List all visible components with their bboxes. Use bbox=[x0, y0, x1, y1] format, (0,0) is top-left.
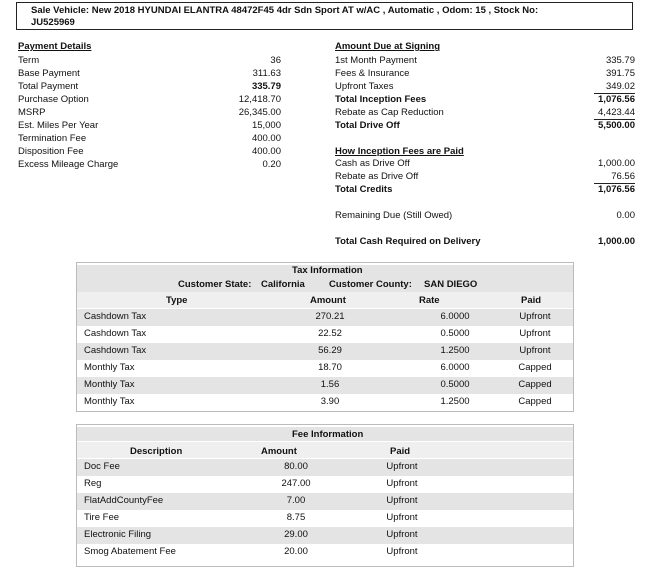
amount-due-title: Amount Due at Signing bbox=[335, 41, 441, 52]
tax-type: Monthly Tax bbox=[84, 379, 135, 390]
payment-label: Base Payment bbox=[18, 68, 80, 79]
inception-label: Cash as Drive Off bbox=[335, 158, 410, 169]
inception-paid-title: How Inception Fees are Paid bbox=[335, 146, 464, 157]
amount-due-label: Upfront Taxes bbox=[335, 81, 394, 92]
payment-value: 15,000 bbox=[251, 120, 281, 131]
tax-type: Monthly Tax bbox=[84, 396, 135, 407]
tax-header-amount: Amount bbox=[310, 295, 346, 306]
payment-label: Purchase Option bbox=[18, 94, 89, 105]
payment-value: 26,345.00 bbox=[238, 107, 281, 118]
tax-amount: 1.56 bbox=[320, 379, 340, 390]
fee-paid: Upfront bbox=[386, 461, 418, 472]
fee-paid: Upfront bbox=[386, 495, 418, 506]
amount-due-value: 349.02 bbox=[605, 81, 635, 92]
amount-due-label: Rebate as Cap Reduction bbox=[335, 107, 444, 118]
amount-due-value: 1,076.56 bbox=[598, 94, 635, 105]
fee-description: Electronic Filing bbox=[84, 529, 152, 540]
fee-amount: 29.00 bbox=[284, 529, 308, 540]
inception-label: Total Credits bbox=[335, 184, 393, 195]
amount-due-label: 1st Month Payment bbox=[335, 55, 417, 66]
tax-type: Cashdown Tax bbox=[84, 345, 147, 356]
tax-customer-band bbox=[77, 277, 573, 292]
cash-required-label: Total Cash Required on Delivery bbox=[335, 236, 481, 247]
payment-label: Term bbox=[18, 55, 40, 66]
fee-description: Smog Abatement Fee bbox=[84, 546, 176, 557]
payment-label: MSRP bbox=[18, 107, 46, 118]
fee-header-description: Description bbox=[130, 446, 183, 457]
fee-header-paid: Paid bbox=[390, 446, 411, 457]
customer-county-label: Customer County: bbox=[329, 279, 412, 290]
payment-value: 400.00 bbox=[251, 133, 281, 144]
payment-label: Disposition Fee bbox=[18, 146, 84, 157]
amount-due-value: 4,423.44 bbox=[598, 107, 635, 118]
fee-paid: Upfront bbox=[386, 512, 418, 523]
payment-label: Excess Mileage Charge bbox=[18, 159, 119, 170]
fee-amount: 8.75 bbox=[286, 512, 306, 523]
tax-type: Cashdown Tax bbox=[84, 328, 147, 339]
payment-label: Est. Miles Per Year bbox=[18, 120, 99, 131]
tax-rate: 1.2500 bbox=[440, 396, 470, 407]
tax-type: Monthly Tax bbox=[84, 362, 135, 373]
fee-paid: Upfront bbox=[386, 529, 418, 540]
tax-type: Cashdown Tax bbox=[84, 311, 147, 322]
tax-paid: Capped bbox=[518, 379, 552, 390]
customer-county-value: SAN DIEGO bbox=[424, 279, 478, 290]
tax-paid: Capped bbox=[518, 362, 552, 373]
inception-label: Rebate as Drive Off bbox=[335, 171, 419, 182]
tax-table-title: Tax Information bbox=[292, 265, 363, 276]
fee-amount: 247.00 bbox=[281, 478, 311, 489]
tax-rate: 0.5000 bbox=[440, 379, 470, 390]
payment-details-title: Payment Details bbox=[18, 41, 92, 52]
inception-value: 1,000.00 bbox=[598, 158, 635, 169]
vehicle-stock-number: JU525969 bbox=[31, 17, 75, 28]
payment-value: 36 bbox=[270, 55, 281, 66]
payment-value: 400.00 bbox=[251, 146, 281, 157]
fee-paid: Upfront bbox=[386, 546, 418, 557]
amount-due-value: 335.79 bbox=[605, 55, 635, 66]
amount-due-label: Total Inception Fees bbox=[335, 94, 427, 105]
inception-value: 76.56 bbox=[611, 171, 635, 182]
tax-rate: 0.5000 bbox=[440, 328, 470, 339]
vehicle-header-box bbox=[16, 2, 633, 30]
payment-label: Total Payment bbox=[18, 81, 79, 92]
tax-amount: 56.29 bbox=[318, 345, 342, 356]
remaining-due-value: 0.00 bbox=[616, 210, 635, 221]
fee-paid: Upfront bbox=[386, 478, 418, 489]
amount-due-value: 391.75 bbox=[605, 68, 635, 79]
cash-required-value: 1,000.00 bbox=[598, 236, 635, 247]
payment-value: 12,418.70 bbox=[238, 94, 281, 105]
tax-header-rate: Rate bbox=[419, 295, 440, 306]
payment-label: Termination Fee bbox=[18, 133, 87, 144]
tax-header-paid: Paid bbox=[521, 295, 542, 306]
fee-row-band bbox=[77, 459, 573, 476]
tax-amount: 3.90 bbox=[320, 396, 340, 407]
tax-paid: Upfront bbox=[519, 311, 551, 322]
payment-value: 311.63 bbox=[252, 68, 281, 79]
amount-due-value: 5,500.00 bbox=[598, 120, 635, 131]
amount-due-label: Total Drive Off bbox=[335, 120, 400, 131]
fee-row-band bbox=[77, 527, 573, 544]
payment-value: 335.79 bbox=[251, 81, 281, 92]
inception-value: 1,076.56 bbox=[598, 184, 635, 195]
fee-description: Doc Fee bbox=[84, 461, 120, 472]
payment-value: 0.20 bbox=[262, 159, 281, 170]
fee-description: Tire Fee bbox=[84, 512, 120, 523]
fee-amount: 80.00 bbox=[284, 461, 308, 472]
tax-amount: 270.21 bbox=[315, 311, 345, 322]
fee-information-table bbox=[76, 424, 574, 567]
tax-rate: 6.0000 bbox=[440, 311, 470, 322]
tax-amount: 22.52 bbox=[318, 328, 342, 339]
fee-description: FlatAddCountyFee bbox=[84, 495, 164, 506]
tax-amount: 18.70 bbox=[318, 362, 342, 373]
vehicle-description: Sale Vehicle: New 2018 HYUNDAI ELANTRA 48472F45 4dr Sdn Sport AT w/AC , Automatic , Odom: 15 , Stock No: bbox=[31, 5, 539, 16]
fee-description: Reg bbox=[84, 478, 102, 489]
tax-paid: Upfront bbox=[519, 328, 551, 339]
customer-state-value: California bbox=[261, 279, 305, 290]
fee-amount: 7.00 bbox=[286, 495, 306, 506]
tax-information-table bbox=[76, 262, 574, 412]
fee-header-amount: Amount bbox=[261, 446, 297, 457]
tax-paid: Capped bbox=[518, 396, 552, 407]
tax-rate: 6.0000 bbox=[440, 362, 470, 373]
tax-header-type: Type bbox=[166, 295, 188, 306]
tax-paid: Upfront bbox=[519, 345, 551, 356]
remaining-due-label: Remaining Due (Still Owed) bbox=[335, 210, 453, 221]
fee-amount: 20.00 bbox=[284, 546, 308, 557]
customer-state-label: Customer State: bbox=[178, 279, 252, 290]
fee-table-title: Fee Information bbox=[292, 429, 364, 440]
tax-rate: 1.2500 bbox=[440, 345, 470, 356]
amount-due-label: Fees & Insurance bbox=[335, 68, 410, 79]
